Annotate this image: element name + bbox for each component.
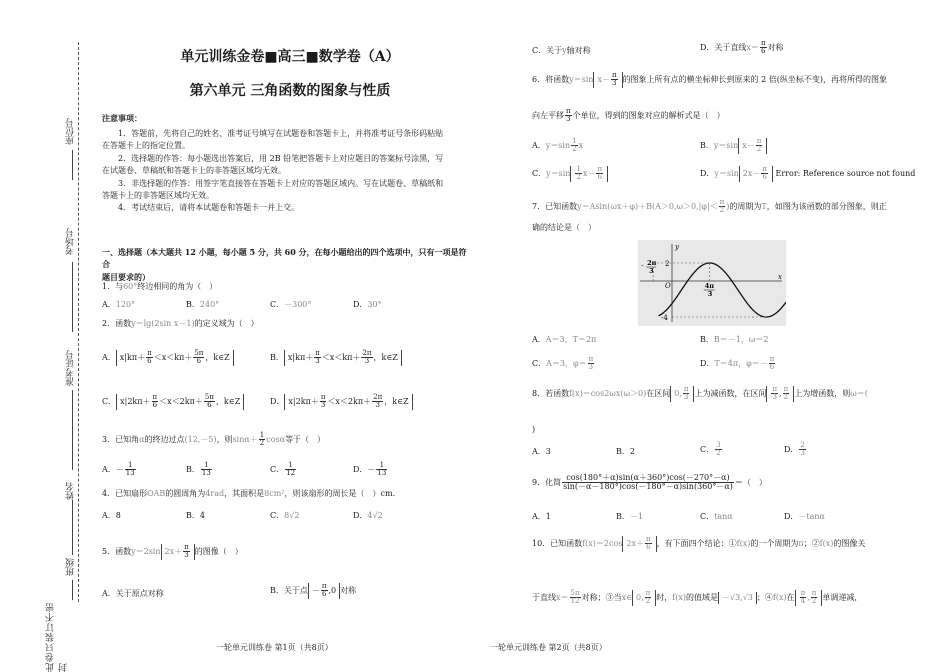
q2-option-c[interactable]: C． x|2kπ＋ $\frac{\pi}{6}$ ＜x＜2kπ＋ $\frac{5\pi}{6}$ ，k∈Z [102, 394, 244, 410]
q1-option-a[interactable]: A．120° [102, 300, 136, 309]
footer-page-2: 一轮单元训练卷 第2页（共8页） [490, 643, 607, 652]
question-10-stem-line2: 于直线x＝ $\frac{5\pi}{12}$ 对称；③当x∈ 0, $\frac{\pi}{2}$ 时，f(x)的值域是 －√3,√3 ；④f(x)在 $\frac{\pi}{4}$ , $\frac{\pi}{2}$ 单调递减， [532, 589, 863, 606]
q5-option-b[interactable]: B．关于点 － $\frac{\pi}{6}$ ,0 对称 [270, 582, 357, 599]
binding-cut-line [78, 42, 79, 602]
q8-option-d[interactable]: D． $\frac{2}{3}$ [784, 441, 805, 458]
question-5-stem: 5．函数y＝2sin 2x＋ $\frac{\pi}{3}$ 的图像（ ） [102, 543, 243, 560]
notice-line: 答题卡上的非答题区域均无效。 [102, 190, 214, 200]
section-heading-line: 题目要求的） [102, 271, 150, 282]
question-1-stem: 1．与60°终边相同的角为（ ） [102, 282, 218, 291]
unit-title: 第六单元 三角函数的图象与性质 [189, 83, 391, 99]
q3-option-d[interactable]: D．－ $\frac{1}{13}$ [353, 461, 387, 478]
q7-graph-svg [638, 240, 786, 326]
q2-option-b[interactable]: B． x|kπ＋ $\frac{\pi}{3}$ ＜x＜kπ＋ $\frac{2\pi}{3}$ ，k∈Z [270, 350, 402, 366]
question-10-stem-line1: 10．已知函数f(x)＝2cos 2x＋ $\frac{\pi}{6}$ ，有下面四个结论：①f(x)的一个周期为π；②f(x)的图像关 [532, 535, 866, 552]
question-3-stem: 3．已知角α的终边过点(12,－5)，则sinα＋ $\frac{1}{2}$ cosα等于（ ） [102, 431, 326, 448]
q8-option-b[interactable]: B．2 [616, 447, 635, 456]
section-heading [102, 246, 472, 283]
x-left-sign: - [641, 262, 644, 270]
x-left-denominator: 3 [649, 267, 654, 275]
q1-option-d[interactable]: D．30° [353, 300, 382, 309]
name-label: 姓名 [66, 482, 76, 500]
question-4-stem: 4．已知扇形OAB的圆周角为4rad，其面积是8cm²，则该扇形的周长是（ ）cm． [102, 489, 401, 498]
binding-note: 此卷只装订不密封 [46, 602, 69, 672]
question-6-stem-line1: 6．将函数y＝sin x－ $\frac{\pi}{3}$ 的图象上所有点的横坐标伸长到原来的 2 倍(纵坐标不变)，再将所得的图象 [532, 71, 887, 88]
q9-option-c[interactable]: C．tanα [700, 512, 733, 521]
q4-option-c[interactable]: C．8√2 [270, 511, 300, 520]
notice-line: 3．非选择题的作答：用签字笔直接答在答题卡上对应的答题区域内。写在试题卷、草稿纸和 [118, 178, 444, 188]
q7-function-graph [638, 240, 786, 326]
q2-option-d[interactable]: D． x|2kπ＋ $\frac{\pi}{3}$ ＜x＜2kπ＋ $\frac{2\pi}{3}$ ，k∈Z [270, 394, 413, 410]
seat-number-line [72, 150, 73, 180]
ticket-number-line [72, 390, 73, 470]
question-7-stem-line1: 7．已知函数y＝Asin(ωx＋φ)＋B(A＞0,ω＞0,|φ|＜ $\frac{\pi}{2}$ )的周期为T，如图为该函数的部分图象，则正 [532, 198, 887, 215]
section-heading-line: 一、选择题（本大题共 12 小题，每小题 5 分，共 60 分，在每小题给出的四个选项中，只有一项是符合 [102, 247, 467, 270]
x-axis-label: x [778, 273, 782, 281]
question-9-stem: 9．化简 $\frac{\cos(180^\circ+\alpha)\sin(\alpha+360^\circ)\cos(-270^\circ-\alpha)}{\sin(-\alpha-180^\circ)\cos(-180^\circ-\alpha)\sin(360^\circ-\alpha)}$ ＝（ ） [532, 473, 767, 492]
q5-option-a[interactable]: A．关于原点对称 [102, 589, 164, 598]
q9-option-a[interactable]: A．1 [532, 512, 551, 521]
q7-option-d[interactable]: D．T＝4π，φ＝－ $\frac{\pi}{6}$ [700, 355, 775, 372]
ticket-number-label: 准考证号 [66, 350, 76, 386]
q6-option-b[interactable]: B．y＝sin x－ $\frac{\pi}{2}$ [700, 138, 767, 154]
class-label: 班级 [66, 558, 76, 576]
q2-option-a[interactable]: A． x|kπ＋ $\frac{\pi}{6}$ ＜x＜kπ＋ $\frac{5\pi}{6}$ ，k∈Z [102, 350, 234, 366]
question-8-stem: 8．若函数f(x)＝cos2ωx(ω＞0)在区间 0, $\frac{\pi}{3}$ 上为减函数，在区间 $\frac{\pi}{3}$ , $\frac{\pi}{2}$ 上为增函数，则ω＝( [532, 385, 868, 402]
name-line [72, 500, 73, 555]
question-7-stem-line2: 确的结论是（ ） [532, 223, 596, 232]
q8-option-a[interactable]: A．3 [532, 447, 551, 456]
x-right-denominator: 3 [707, 290, 713, 298]
q4-option-a[interactable]: A．8 [102, 511, 121, 520]
x-right-numerator: 4π [704, 282, 714, 290]
q1-option-c[interactable]: C．－300° [270, 300, 312, 309]
sine-curve [659, 263, 787, 317]
q1-option-b[interactable]: B．240° [186, 300, 220, 309]
q8-option-c[interactable]: C． $\frac{3}{2}$ [700, 441, 721, 458]
seat-number-label: 座位号 [66, 118, 76, 145]
q3-option-a[interactable]: A．－ $\frac{1}{13}$ [102, 461, 135, 478]
q6-option-d[interactable]: D．y＝sin 2x－ $\frac{\pi}{6}$ Error: Reference source not found [700, 165, 916, 182]
q5-option-d[interactable]: D．关于直线x＝ $\frac{\pi}{6}$ 对称 [700, 39, 784, 56]
q3-option-b[interactable]: B． $\frac{1}{13}$ [186, 461, 211, 478]
footer-page-1: 一轮单元训练卷 第1页（共8页） [216, 643, 333, 652]
exam-room-label: 考场号 [66, 228, 76, 255]
q7-option-c[interactable]: C．A＝3，φ＝ $\frac{\pi}{3}$ [532, 355, 594, 372]
q9-option-b[interactable]: B．－1 [616, 512, 643, 521]
x-left-numerator: 2π [647, 259, 657, 267]
question-8-close: ) [532, 425, 536, 434]
q7-option-a[interactable]: A．A＝3，T＝2π [532, 335, 597, 344]
q5-option-c[interactable]: C．关于y轴对称 [532, 46, 591, 55]
q6-option-c[interactable]: C．y＝sin $\frac{1}{2}$ x－ $\frac{\pi}{6}$ [532, 166, 608, 182]
q3-option-c[interactable]: C． $\frac{1}{12}$ [270, 461, 296, 478]
class-line [72, 580, 73, 600]
q4-option-d[interactable]: D．4√2 [353, 511, 383, 520]
q7-option-b[interactable]: B．B＝－1，ω＝2 [700, 335, 769, 344]
notice-body [102, 128, 472, 215]
exam-title: 单元训练金卷■高三■数学卷（A） [180, 49, 400, 65]
y-min-label: -4 [661, 314, 668, 322]
notice-line: 1．答题前，先将自己的姓名、准考证号填写在试题卷和答题卡上，并将准考证号条形码粘贴 [118, 129, 444, 138]
origin-label: O [665, 282, 671, 290]
q6-option-a[interactable]: A．y＝sin $\frac{1}{2}$ x [532, 137, 584, 154]
q9-option-d[interactable]: D．－tanα [784, 512, 825, 521]
q4-option-b[interactable]: B．4 [186, 511, 205, 520]
y-axis-label: y [675, 243, 679, 251]
exam-room-line [72, 262, 73, 332]
question-6-stem-line2: 向左平移 $\frac{\pi}{3}$ 个单位，得到的图象对应的解析式是（ ） [532, 107, 725, 124]
y-max-label: 2 [665, 260, 670, 268]
notice-line: 2．选择题的作答：每小题选出答案后，用 2B 铅笔把答题卡上对应题目的答案标号涂黑，写 [118, 153, 444, 163]
question-2-stem: 2．函数y＝lg(2sin x－1)的定义域为（ ） [102, 319, 259, 328]
notice-heading: 注意事项： [102, 113, 142, 123]
notice-line: 4．考试结束后，请将本试题卷和答题卡一并上交。 [118, 203, 300, 213]
notice-line: 在答题卡上的指定位置。 [102, 141, 190, 151]
notice-line: 在试题卷、草稿纸和答题卡上的非答题区域均无效。 [102, 166, 286, 176]
